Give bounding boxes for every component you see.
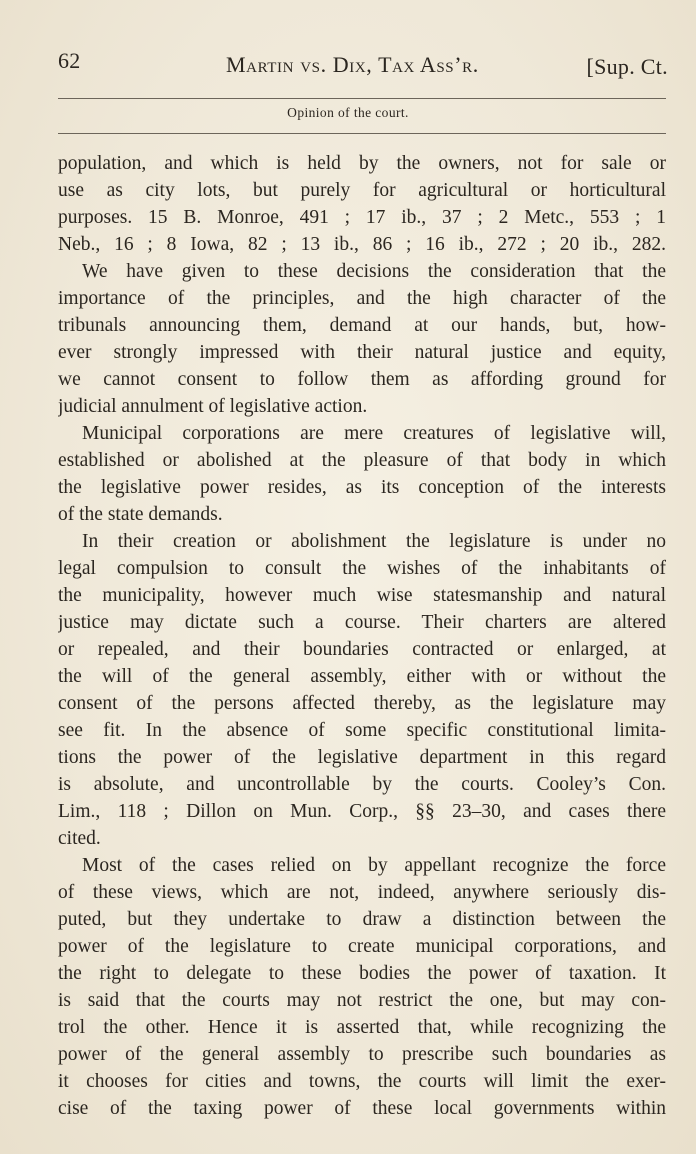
text-line: established or abolished at the pleasure of that body in which: [58, 450, 666, 471]
text-line: the will of the general assembly, either with or without the: [58, 666, 666, 687]
text-line: we cannot consent to follow them as affording ground for: [58, 369, 666, 390]
text-line: of these views, which are not, indeed, anywhere seriously dis-: [58, 882, 666, 903]
text-line: it chooses for cities and towns, the courts will limit the exer-: [58, 1071, 666, 1092]
top-rule: [58, 98, 666, 99]
text-line: or repealed, and their boundaries contracted or enlarged, at: [58, 639, 666, 660]
text-line: of the state demands.: [58, 504, 223, 525]
text-line: consent of the persons affected thereby, as the legislature may: [58, 693, 666, 714]
running-head: [58, 44, 668, 78]
text-line: is said that the courts may not restrict the one, but may con-: [58, 990, 666, 1011]
section-label: Opinion of the court.: [287, 105, 409, 120]
text-line: the right to delegate to these bodies the power of taxation. It: [58, 963, 666, 984]
page-number: 62: [58, 48, 81, 73]
text-line: ever strongly impressed with their natural justice and equity,: [58, 342, 666, 363]
text-line: judicial annulment of legislative action.: [58, 396, 368, 417]
text-line: purposes. 15 B. Monroe, 491 ; 17 ib., 37 ; 2 Metc., 553 ; 1: [58, 207, 666, 228]
text-line: Most of the cases relied on by appellant recognize the force: [82, 855, 666, 876]
text-line: the legislative power resides, as its conception of the interests: [58, 477, 666, 498]
text-line: power of the legislature to create municipal corporations, and: [58, 936, 666, 957]
bottom-rule: [58, 133, 666, 134]
court-label: [Sup. Ct.: [586, 54, 668, 79]
text-line: population, and which is held by the owners, not for sale or: [58, 153, 666, 174]
text-line: the municipality, however much wise statesmanship and natural: [58, 585, 666, 606]
text-line: cited.: [58, 828, 101, 849]
text-line: puted, but they undertake to draw a distinction between the: [58, 909, 666, 930]
text-line: tribunals announcing them, demand at our hands, but, how-: [58, 315, 666, 336]
text-line: tions the power of the legislative department in this regard: [58, 747, 666, 768]
text-line: cise of the taxing power of these local governments within: [58, 1098, 666, 1119]
text-line: use as city lots, but purely for agricultural or horticultural: [58, 180, 666, 201]
case-title: Martin vs. Dix, Tax Ass’r.: [226, 52, 479, 77]
text-line: justice may dictate such a course. Their charters are altered: [58, 612, 666, 633]
text-line: Neb., 16 ; 8 Iowa, 82 ; 13 ib., 86 ; 16 ib., 272 ; 20 ib., 282.: [58, 234, 666, 255]
text-line: importance of the principles, and the high character of the: [58, 288, 666, 309]
text-line: is absolute, and uncontrollable by the courts. Cooley’s Con.: [58, 774, 666, 795]
text-line: We have given to these decisions the consideration that the: [82, 261, 666, 282]
text-line: power of the general assembly to prescribe such boundaries as: [58, 1044, 666, 1065]
body-text: [58, 150, 666, 1122]
text-line: trol the other. Hence it is asserted that, while recognizing the: [58, 1017, 666, 1038]
text-line: Lim., 118 ; Dillon on Mun. Corp., §§ 23–30, and cases there: [58, 801, 666, 822]
text-line: Municipal corporations are mere creatures of legislative will,: [82, 423, 666, 444]
text-line: see fit. In the absence of some specific constitutional limita-: [58, 720, 666, 741]
text-line: In their creation or abolishment the legislature is under no: [82, 531, 666, 552]
text-line: legal compulsion to consult the wishes of the inhabitants of: [58, 558, 666, 579]
